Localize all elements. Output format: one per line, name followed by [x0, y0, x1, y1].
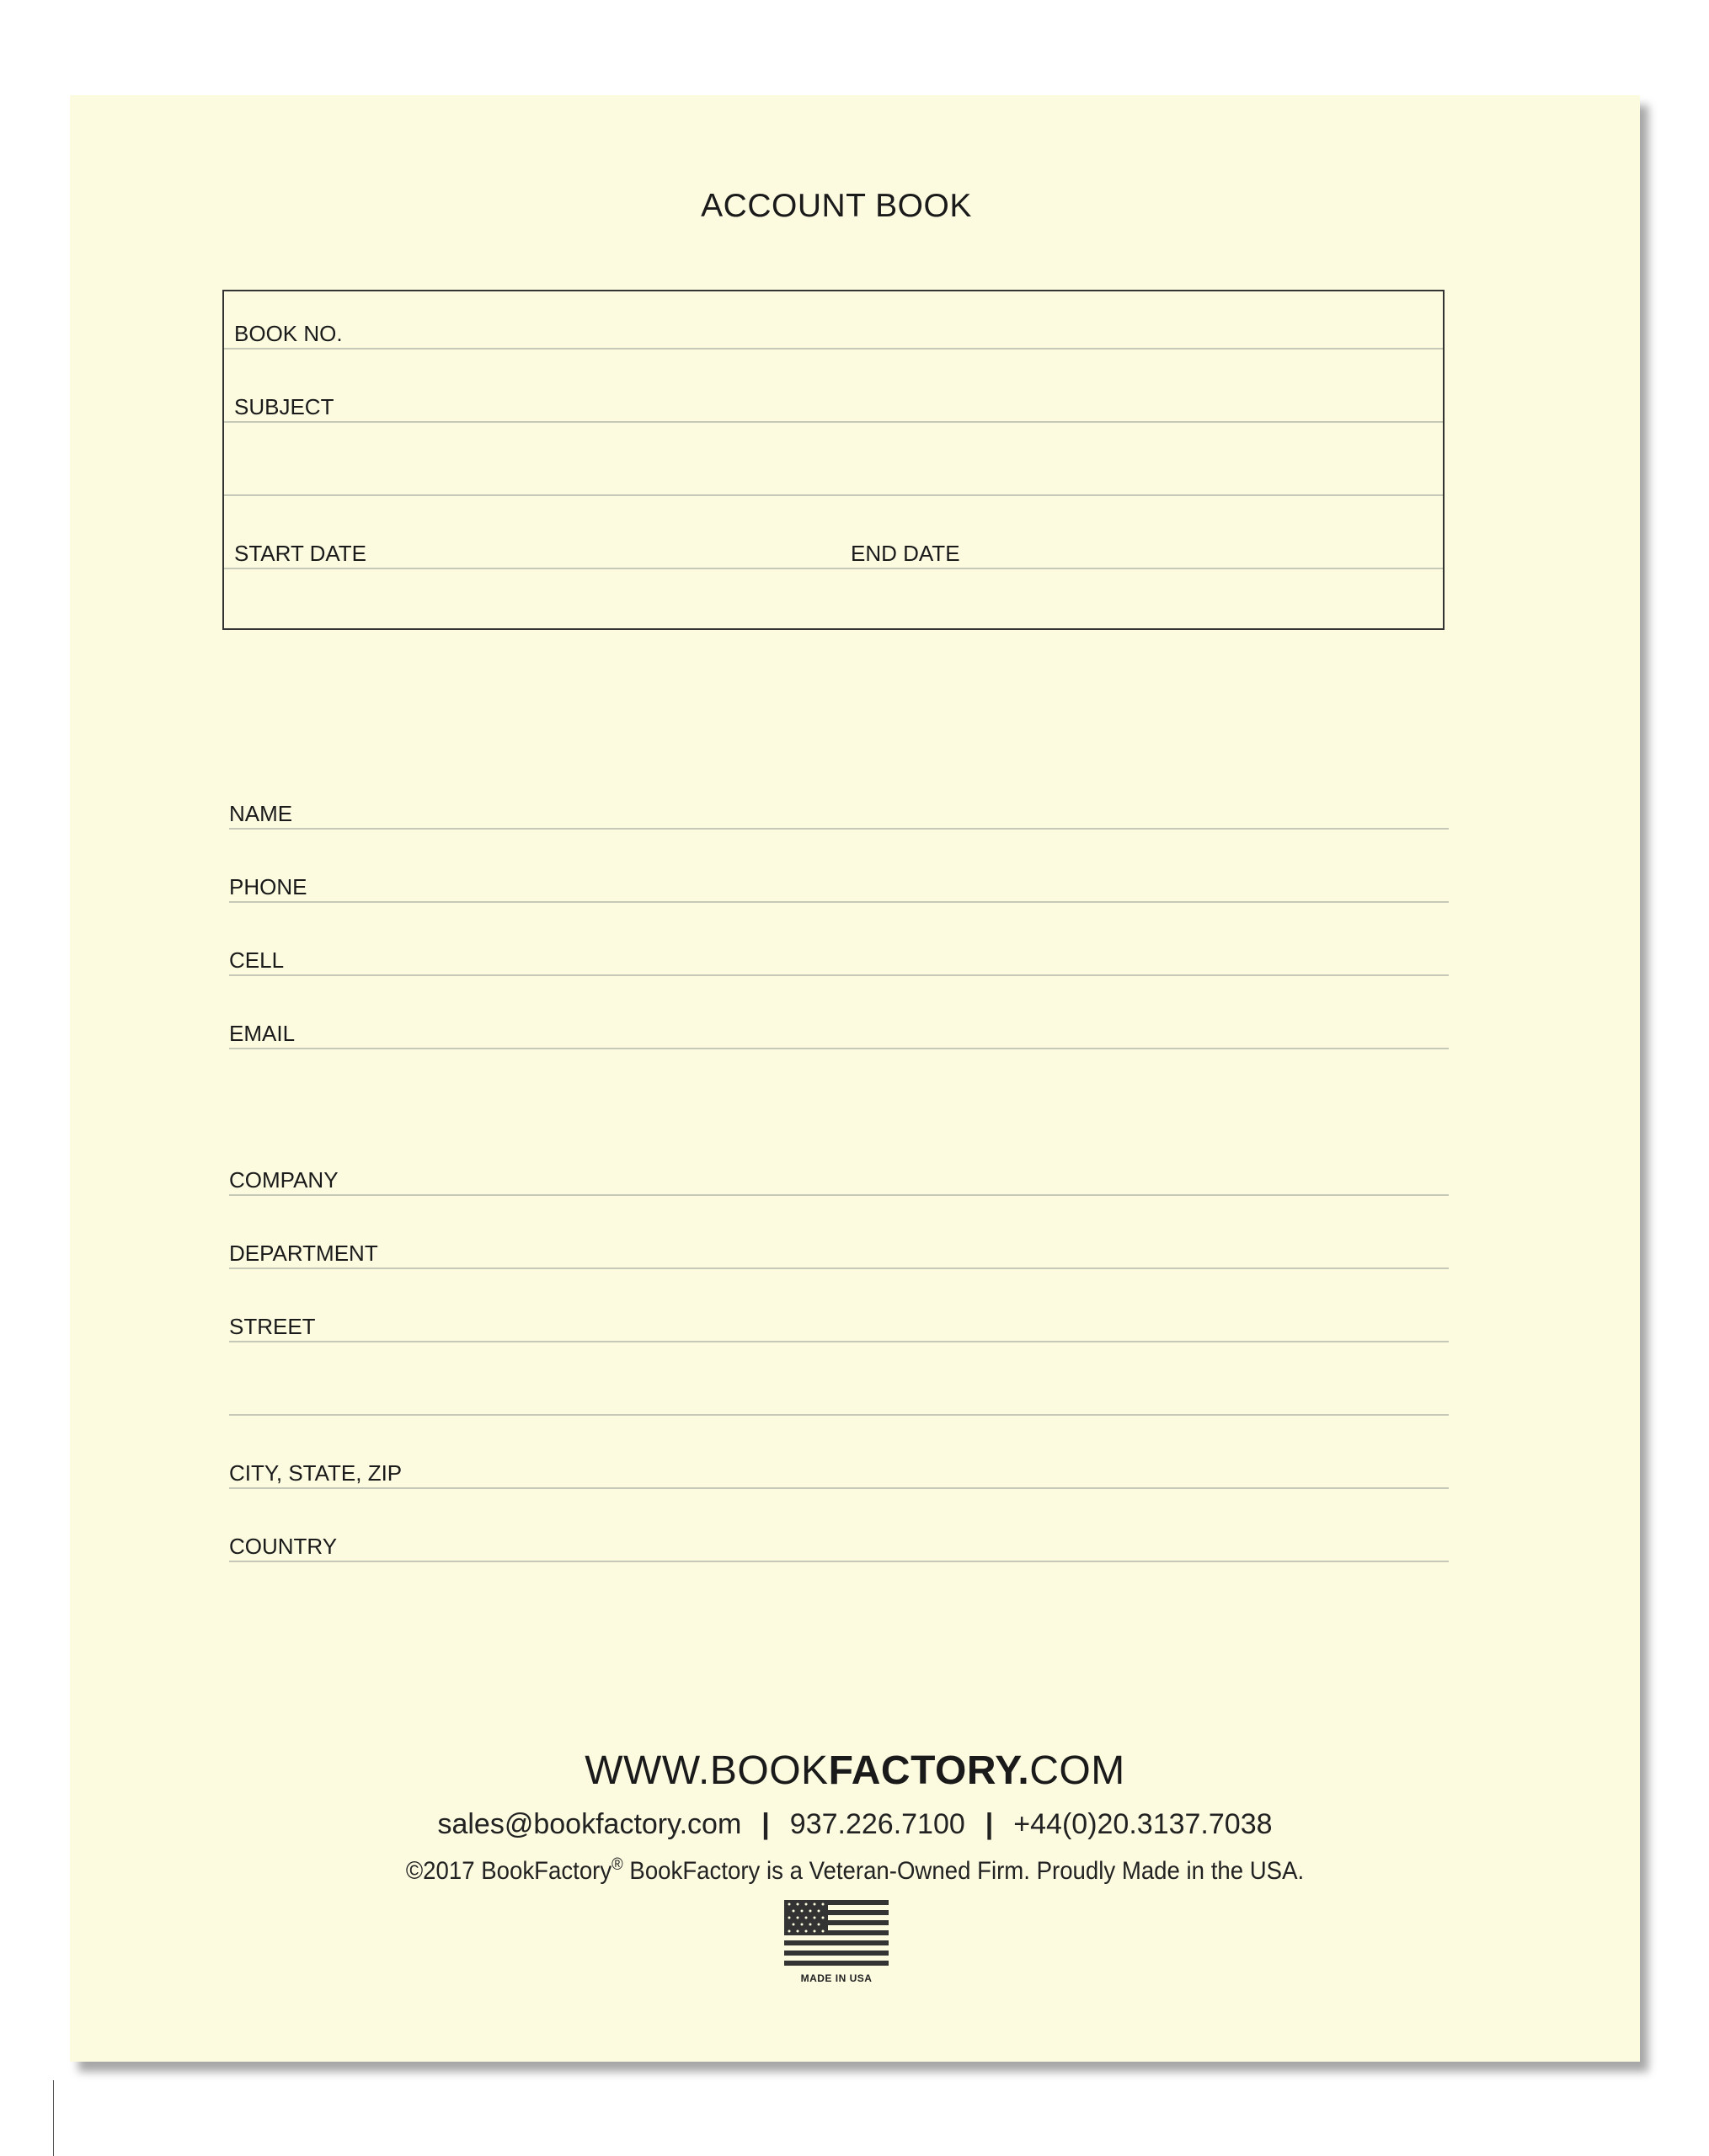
country-label: COUNTRY — [229, 1534, 338, 1559]
copyright-line — [133, 1855, 1578, 1886]
page-edge-line — [53, 2080, 54, 2156]
separator: | — [761, 1808, 770, 1840]
country-field[interactable] — [229, 1532, 1449, 1566]
company-label: COMPANY — [229, 1167, 339, 1193]
subject-label: SUBJECT — [234, 394, 334, 419]
website-url[interactable] — [70, 1748, 1640, 1794]
street-field[interactable] — [229, 1312, 1449, 1346]
street-label: STREET — [229, 1314, 316, 1339]
contact-line — [70, 1808, 1640, 1841]
street-line-2 — [229, 1414, 1449, 1416]
made-in-usa-caption: MADE IN USA — [800, 1972, 873, 1984]
book-no-label: BOOK NO. — [234, 321, 343, 346]
street-line — [229, 1341, 1449, 1342]
page-title: ACCOUNT BOOK — [701, 188, 972, 224]
name-field[interactable] — [229, 799, 1449, 833]
made-in-usa-badge — [784, 1900, 889, 1984]
url-prefix: WWW.BOOK — [585, 1748, 829, 1793]
date-line[interactable] — [224, 568, 1443, 569]
phone-label: PHONE — [229, 874, 307, 899]
subject-line[interactable] — [224, 421, 1443, 423]
name-label: NAME — [229, 801, 293, 826]
subject-line-2[interactable] — [224, 494, 1443, 496]
department-field[interactable] — [229, 1239, 1449, 1273]
account-book-page — [70, 95, 1640, 2062]
book-no-line[interactable] — [224, 348, 1443, 350]
phone-us: 937.226.7100 — [789, 1808, 965, 1840]
name-line — [229, 828, 1449, 830]
cell-line — [229, 974, 1449, 976]
book-info-box — [222, 290, 1445, 630]
end-date-label: END DATE — [851, 541, 960, 566]
us-flag-icon — [784, 1900, 889, 1967]
cell-field[interactable] — [229, 946, 1449, 979]
registered-mark: ® — [612, 1855, 623, 1874]
url-suffix: COM — [1029, 1748, 1125, 1793]
phone-line — [229, 901, 1449, 903]
city-state-zip-label: CITY, STATE, ZIP — [229, 1460, 403, 1486]
department-line — [229, 1267, 1449, 1269]
email-line — [229, 1048, 1449, 1049]
phone-uk: +44(0)20.3137.7038 — [1013, 1808, 1273, 1840]
country-line — [229, 1561, 1449, 1562]
department-label: DEPARTMENT — [229, 1241, 378, 1266]
phone-field[interactable] — [229, 873, 1449, 906]
copyright-suffix: BookFactory is a Veteran-Owned Firm. Proudly Made in the USA. — [622, 1857, 1305, 1885]
street-field-2[interactable] — [229, 1385, 1449, 1419]
separator: | — [985, 1808, 994, 1840]
city-state-zip-line — [229, 1487, 1449, 1489]
url-bold: FACTORY. — [828, 1748, 1030, 1793]
company-line — [229, 1194, 1449, 1196]
cell-label: CELL — [229, 947, 285, 973]
start-date-label: START DATE — [234, 541, 366, 566]
sales-email[interactable]: sales@bookfactory.com — [437, 1808, 742, 1840]
email-field[interactable] — [229, 1019, 1449, 1053]
city-state-zip-field[interactable] — [229, 1459, 1449, 1492]
company-field[interactable] — [229, 1166, 1449, 1199]
email-label: EMAIL — [229, 1021, 296, 1046]
copyright-prefix: ©2017 BookFactory — [405, 1857, 612, 1885]
